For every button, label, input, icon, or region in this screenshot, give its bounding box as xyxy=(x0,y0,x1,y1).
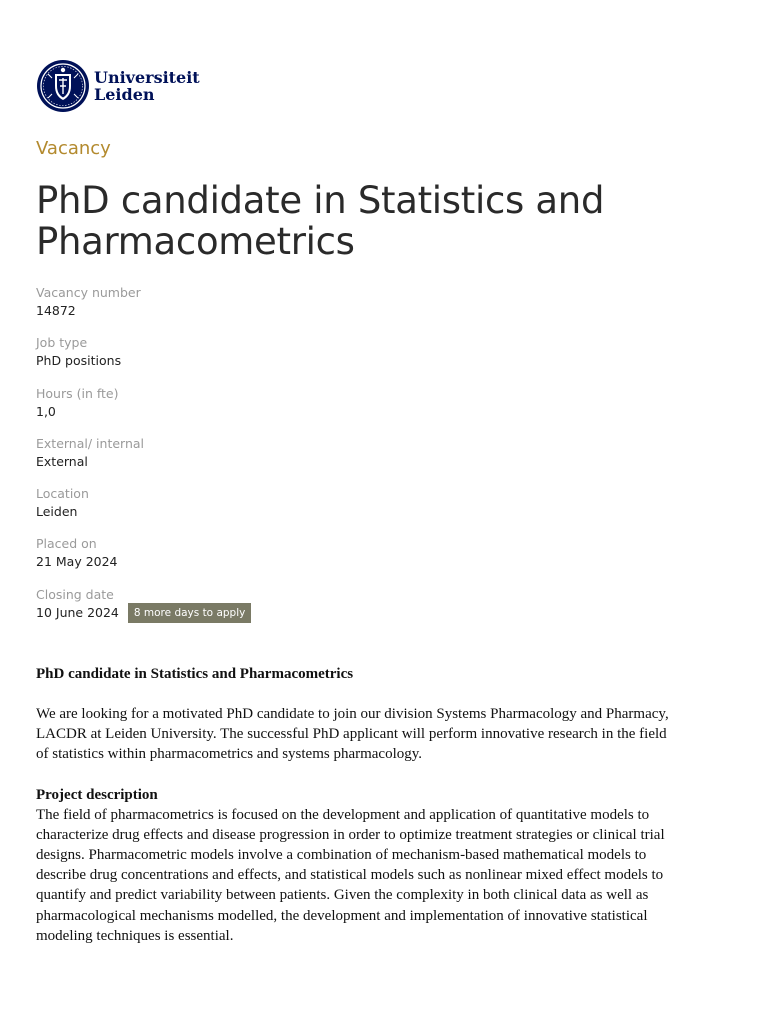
fact-value-text: Leiden xyxy=(36,504,78,520)
fact-value xyxy=(36,502,436,522)
page-title: PhD candidate in Statistics and Pharmacometrics xyxy=(36,179,605,263)
fact-label: Job type xyxy=(36,335,88,351)
fact-hours xyxy=(36,385,436,435)
fact-label: Vacancy number xyxy=(36,285,141,300)
university-logo[interactable] xyxy=(36,56,200,116)
fact-value-text: 1,0 xyxy=(36,403,56,419)
fact-value-text: PhD positions xyxy=(36,353,122,369)
fact-label: Location xyxy=(36,486,89,502)
fact-closing-date xyxy=(36,586,436,636)
fact-value xyxy=(36,552,436,572)
vacancy-kicker: Vacancy xyxy=(36,138,111,159)
wordmark-line1: Universiteit xyxy=(94,68,200,87)
description-heading: PhD candidate in Statistics and Pharmacometrics xyxy=(36,666,354,682)
project-description-heading: Project description xyxy=(36,786,158,803)
fact-label: Closing date xyxy=(36,586,114,602)
fact-value-text: 10 June 2024 xyxy=(36,604,119,620)
project-description-paragraph: The field of pharmacometrics is focused on the development and application of quantitative models to characterize drug effects and disease progression in order to optimize treatment strategies or clinical trial designs. Pharmacometric models involve a combination of mechanism-based mathematical models to describe drug concentrations and effects, and statistical models such as nonlinear mixed effect models to quantify and predict variability between patients. Given the complexity in both clinical data as well as pharmacological mechanisms modelled, the development and implementation of innovative statistical modeling techniques is essential. xyxy=(36,806,665,944)
fact-value-text: 21 May 2024 xyxy=(36,554,118,570)
fact-value xyxy=(36,301,436,321)
intro-paragraph: We are looking for a motivated PhD candidate to join our division Systems Pharmacology and Pharmacy, LACDR at Leiden University. The successful PhD applicant will perform innovative research in the field of statistics within pharmacometrics and systems pharmacology. xyxy=(36,706,669,763)
fact-value xyxy=(36,452,436,472)
fact-value-text: 14872 xyxy=(36,303,76,318)
fact-external-internal xyxy=(36,435,436,485)
fact-label: Hours (in fte) xyxy=(36,385,119,401)
days-left-badge: 8 more days to apply xyxy=(128,603,251,623)
fact-value-text: External xyxy=(36,453,88,469)
fact-label: Placed on xyxy=(36,536,97,552)
fact-value xyxy=(36,603,436,623)
vacancy-facts xyxy=(36,284,436,636)
wordmark-line2: Leiden xyxy=(94,85,155,104)
university-wordmark xyxy=(94,69,200,103)
fact-vacancy-number xyxy=(36,284,436,334)
fact-location xyxy=(36,485,436,535)
vacancy-description xyxy=(36,664,676,966)
fact-label: External/ internal xyxy=(36,435,145,451)
fact-placed-on xyxy=(36,535,436,585)
fact-job-type xyxy=(36,334,436,384)
fact-value xyxy=(36,402,436,422)
fact-value xyxy=(36,351,436,371)
university-seal-icon xyxy=(36,56,90,116)
